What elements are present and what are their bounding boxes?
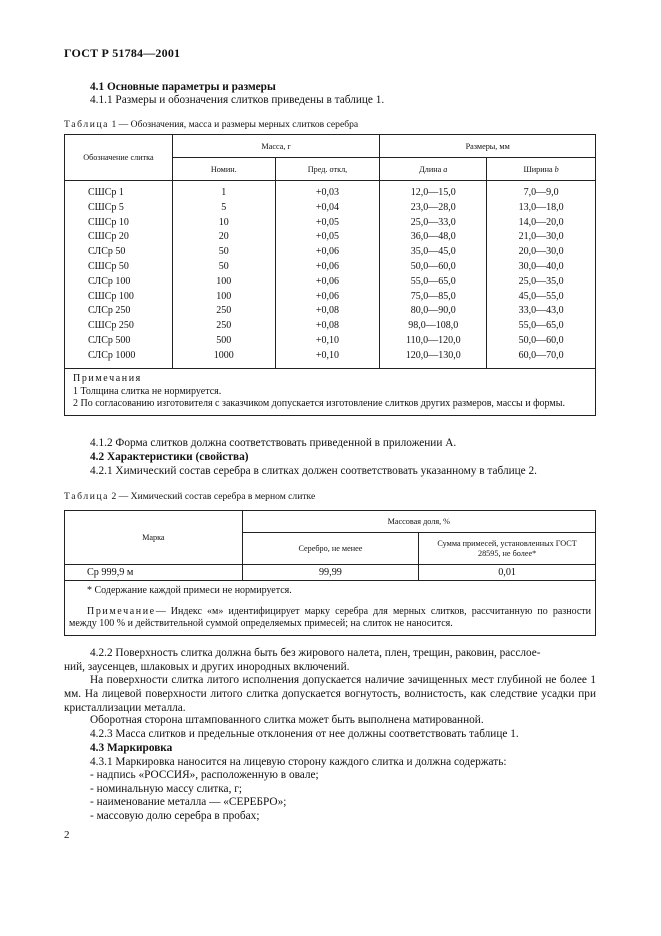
- document-header: ГОСТ Р 51784—2001: [64, 46, 181, 60]
- table2-cell-grade: Ср 999,9 м: [65, 565, 243, 581]
- table2-footnote: * Содержание каждой примеси не нормируется.: [87, 585, 292, 596]
- section-4-1-heading: 4.1 Основные параметры и размеры: [90, 81, 276, 93]
- table1-header-length-label: Длина: [419, 164, 442, 174]
- paragraph-4-2-1: 4.2.1 Химический состав серебра в слитках должен соответствовать указанному в таблице 2.: [90, 465, 537, 477]
- table2-header-silver: Серебро, не менее: [242, 533, 419, 565]
- table1-header-nominal: Номин.: [172, 158, 275, 181]
- marking-list-item: - надпись «РОССИЯ», расположенную в овале;: [90, 769, 319, 781]
- table2-caption-text: 2 — Химический состав серебра в мерном слитке: [111, 491, 316, 502]
- table2-note-label: Примечание: [87, 605, 156, 617]
- table1-column-tolerance: +0,03 +0,04 +0,05 +0,05 +0,06 +0,06 +0,06 +0,06 +0,08 +0,08 +0,10 +0,10: [275, 181, 380, 369]
- table1-header-length: [380, 158, 487, 181]
- table2-header-impurities: Сумма примесей, установленных ГОСТ 28595, не более*: [419, 533, 596, 565]
- table2-header-grade: Марка: [65, 511, 243, 565]
- table1-note-2: 2 По согласованию изготовителя с заказчиком допускается изготовление слитков других размеров, массы и формы.: [73, 398, 565, 409]
- paragraph-4-2-2-line-2: ний, заусенцев, шлаковых и других инородных включений.: [64, 661, 350, 673]
- table1-header-width: [487, 158, 596, 181]
- table2-caption-label: Таблица: [64, 491, 110, 502]
- paragraph-4-1-2: 4.1.2 Форма слитков должна соответствовать приведенной в приложении А.: [90, 437, 457, 449]
- table1-notes-title: Примечания: [73, 373, 142, 384]
- table2-note: [69, 606, 591, 631]
- table-1: [64, 134, 596, 416]
- table2-notes: [65, 581, 596, 636]
- paragraph-4-2-2-line-1: 4.2.2 Поверхность слитка должна быть без жирового налета, плен, трещин, раковин, расслое-: [90, 647, 541, 659]
- table1-caption: [64, 118, 358, 132]
- table1-column-designations: СШСр 1 СШСр 5 СШСр 10 СШСр 20 СЛСр 50 СШСр 50 СЛСр 100 СШСр 100 СЛСр 250 СШСр 250 СЛСр 500 СЛСр 1000: [65, 181, 173, 369]
- table1-caption-label: Таблица: [64, 119, 110, 130]
- section-4-2-heading: 4.2 Характеристики (свойства): [90, 451, 249, 463]
- table1-header-length-var: a: [443, 164, 448, 174]
- paragraph-4-2-3: 4.2.3 Масса слитков и предельные отклонения от нее должны соответствовать таблице 1.: [90, 728, 519, 740]
- table1-header-tolerance: Пред. откл,: [275, 158, 380, 181]
- table1-header-designation: Обозначение слитка: [65, 135, 173, 181]
- page-number: 2: [64, 829, 70, 841]
- section-4-3-heading: 4.3 Маркировка: [90, 742, 173, 754]
- table1-column-width: 7,0—9,0 13,0—18,0 14,0—20,0 21,0—30,0 20,0—30,0 30,0—40,0 25,0—35,0 45,0—55,0 33,0—43,0 55,0—65,0 50,0—60,0 60,0—70,0: [487, 181, 596, 369]
- table1-header-width-var: b: [554, 164, 559, 174]
- table2-caption: [64, 490, 315, 504]
- table1-column-nominal: 1 5 10 20 50 50 100 100 250 250 500 1000: [172, 181, 275, 369]
- marking-list-item: - номинальную массу слитка, г;: [90, 783, 242, 795]
- paragraph-4-1-1: 4.1.1 Размеры и обозначения слитков приведены в таблице 1.: [90, 94, 385, 106]
- marking-list-item: - массовую долю серебра в пробах;: [90, 810, 260, 822]
- paragraph-4-3-1: 4.3.1 Маркировка наносится на лицевую сторону каждого слитка и должна содержать:: [90, 756, 507, 768]
- table2-header-mass-fraction: Массовая доля, %: [242, 511, 595, 533]
- paragraph-stamped-reverse: Оборотная сторона штампованного слитка может быть выполнена матированной.: [90, 714, 484, 726]
- table1-header-dimensions: Размеры, мм: [380, 135, 596, 158]
- table2-cell-silver: 99,99: [242, 565, 419, 581]
- table1-column-length: 12,0—15,0 23,0—28,0 25,0—33,0 36,0—48,0 35,0—45,0 50,0—60,0 55,0—65,0 75,0—85,0 80,0—90,0 98,0—108,0 110,0—120,0 120,0—130,0: [380, 181, 487, 369]
- table-2: [64, 510, 596, 636]
- paragraph-cast-surface: На поверхности слитка литого исполнения допускается наличие зачищенных мест глубиной не более 1 мм. На лицевой поверхности литого слитка допускается вогнутость, волнистость, как следствие усадки при кристаллизации металла.: [64, 674, 596, 714]
- table2-cell-impurities: 0,01: [419, 565, 596, 581]
- table1-header-mass: Масса, г: [172, 135, 379, 158]
- table1-notes: [65, 369, 596, 416]
- marking-list-item: - наименование металла — «СЕРЕБРО»;: [90, 796, 287, 808]
- table1-header-width-label: Ширина: [523, 164, 553, 174]
- table1-note-1: 1 Толщина слитка не нормируется.: [73, 385, 222, 397]
- table1-caption-text: 1 — Обозначения, масса и размеры мерных слитков серебра: [111, 119, 359, 130]
- table2-note-text: — Индекс «м» идентифицирует марку серебра для мерных слитков, рассчитанную по разности между 100 % и действительной суммой определяемых примесей; на слиток не наносится.: [69, 605, 591, 629]
